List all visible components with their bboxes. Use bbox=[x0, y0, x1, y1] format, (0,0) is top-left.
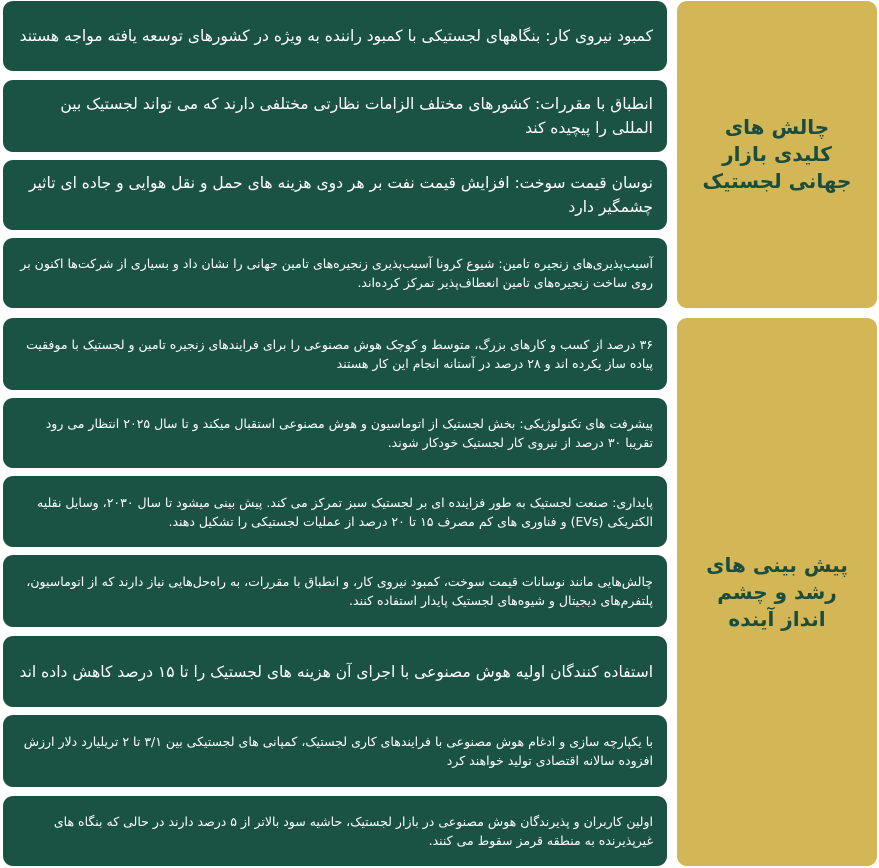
challenge-text-fuel: نوسان قیمت سوخت: افزایش قیمت نفت بر هر دوی هزینه های حمل و نقل هوایی و جاده ای تاثیر چشمگیر دارد bbox=[28, 174, 653, 216]
challenge-text-labor: کمبود نیروی کار: بنگاههای لجستیکی با کمبود راننده به ویژه در کشورهای توسعه یافته مواجه هستند bbox=[19, 27, 653, 45]
forecast-item-cost-reduction bbox=[3, 636, 667, 707]
challenge-text-supply-chain: آسیب‌پذیری‌های زنجیره تامین: شیوع کرونا آسیب‌پذیری زنجیره‌های تامین جهانی را نشان داد و بسیاری از شرکت‌ها اکنون بر روی ساخت زنجیره‌های تامین انعطاف‌پذیر تمرکز کرده‌اند. bbox=[20, 256, 653, 290]
forecast-text-economic-value: با یکپارچه سازی و ادغام هوش مصنوعی با فرایندهای کاری لجستیک، کمپانی های لجستیکی بین ۳/۱ تا ۲ تریلیارد دلار ارزش افزوده سالانه اقتصادی تولید خواهند کرد bbox=[23, 734, 653, 768]
challenge-item-supply-chain bbox=[3, 238, 667, 308]
challenges-title: چالش های کلیدی بازار جهانی لجستیک bbox=[677, 1, 877, 308]
forecast-text-solutions: چالش‌هایی مانند نوسانات قیمت سوخت، کمبود نیروی کار، و انطباق با مقررات، به راه‌حل‌هایی نیاز دارند که از اتوماسیون، پلتفرم‌های دیجیتال و شیوه‌های لجستیک پایدار استفاده کنند. bbox=[26, 574, 653, 608]
forecast-text-ai-adoption: ۳۶ درصد از کسب و کارهای بزرگ، متوسط و کوچک هوش مصنوعی را برای فرایندهای زنجیره تامین و لجستیک با موفقیت پیاده ساز یکرده اند و ۲۸ درصد در آستانه انجام این کار هستند bbox=[26, 337, 653, 371]
challenge-item-labor bbox=[3, 1, 667, 71]
forecast-item-economic-value bbox=[3, 715, 667, 787]
challenge-item-regulation bbox=[3, 80, 667, 152]
forecast-item-ai-adoption bbox=[3, 318, 667, 390]
forecast-item-profit-margin bbox=[3, 796, 667, 866]
forecast-text-cost-reduction: استفاده کنندگان اولیه هوش مصنوعی با اجرای آن هزینه های لجستیک را تا ۱۵ درصد کاهش داده اند bbox=[19, 662, 653, 681]
forecast-item-solutions bbox=[3, 555, 667, 627]
forecast-text-sustainability: پایداری: صنعت لجستیک به طور فزاینده ای بر لجستیک سبز تمرکز می کند. پیش بینی میشود تا سال ۲۰۳۰، وسایل نقلیه الکتریکی (EVs) و فناوری های کم مصرف ۱۵ تا ۲۰ درصد از عملیات لجستیکی را تشکیل دهند. bbox=[37, 494, 653, 529]
challenge-item-fuel bbox=[3, 160, 667, 230]
forecast-item-sustainability bbox=[3, 476, 667, 547]
forecast-title: پیش بینی های رشد و چشم انداز آینده bbox=[677, 318, 877, 866]
forecast-text-profit-margin: اولین کاربران و پذیرندگان هوش مصنوعی در بازار لجستیک، حاشیه سود بالاتر از ۵ درصد دارند در حالی که بنگاه های غیرپذیرنده به منطقه قرمز سقوط می کنند. bbox=[53, 814, 653, 848]
forecast-text-technology: پیشرفت های تکنولوژیکی: بخش لجستیک از اتوماسیون و هوش مصنوعی استقبال میکند و تا سال ۲۰۲۵ انتظار می رود تقریبا ۳۰ درصد از نیروی کار لجستیک خودکار شوند. bbox=[45, 416, 653, 450]
challenge-text-regulation: انطباق با مقررات: کشورهای مختلف الزامات نظارتی مختلفی دارند که می تواند لجستیک بین المللی را پیچیده کند bbox=[60, 95, 653, 137]
forecast-item-technology bbox=[3, 398, 667, 468]
